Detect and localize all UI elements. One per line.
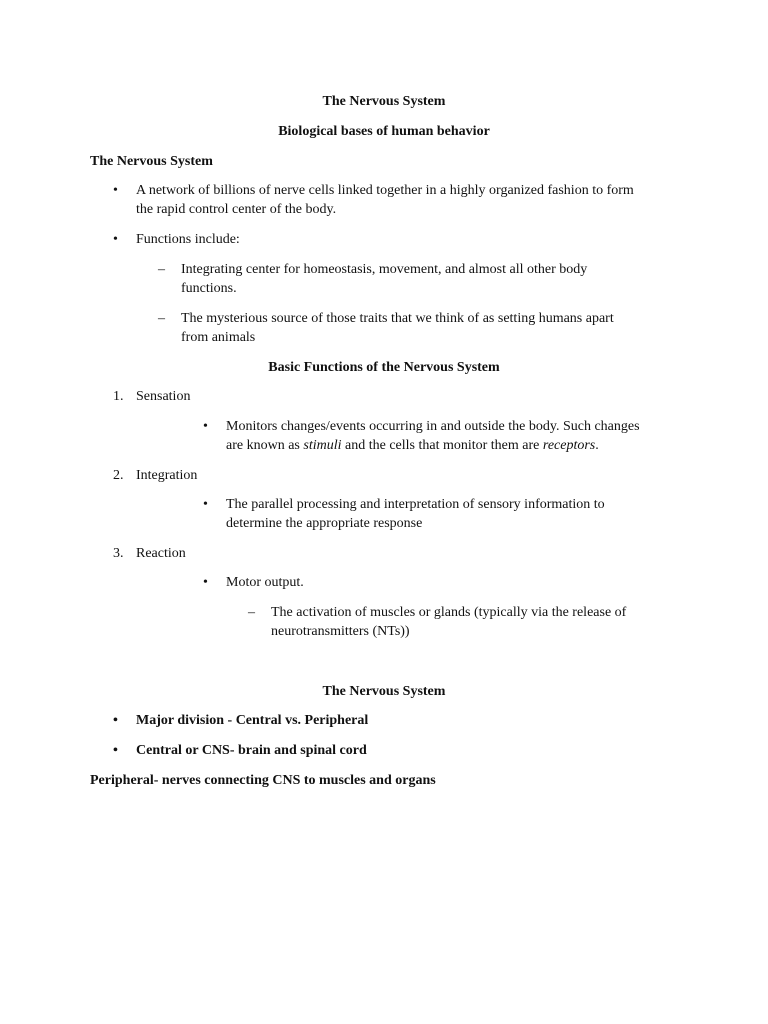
- bullet-text-line: the rapid control center of the body.: [136, 202, 337, 217]
- bullet-icon: •: [113, 713, 118, 728]
- section-heading-nervous-system: The Nervous System: [90, 154, 213, 169]
- detail-text-line: determine the appropriate response: [226, 516, 423, 531]
- list-item-number: 1.: [113, 389, 124, 404]
- bullet-icon: •: [113, 232, 118, 247]
- bullet-icon: •: [203, 497, 208, 512]
- sub-bullet-text-line: Integrating center for homeostasis, movement, and almost all other body: [181, 262, 588, 277]
- sub-bullet-text-line: from animals: [181, 330, 256, 345]
- section-heading-nervous-system-2: The Nervous System: [322, 684, 446, 699]
- dash-icon: –: [158, 262, 165, 277]
- dash-icon: –: [248, 605, 255, 620]
- page-title: The Nervous System: [322, 94, 446, 109]
- sub-detail-text-line: neurotransmitters (NTs)): [271, 624, 410, 639]
- list-item-label: Integration: [136, 468, 198, 483]
- receptors-term: receptors: [542, 438, 596, 453]
- list-item-number: 3.: [113, 546, 124, 561]
- bullet-text-line: Central or CNS- brain and spinal cord: [136, 743, 367, 758]
- detail-text-line: Monitors changes/events occurring in and outside the body. Such changes: [226, 419, 640, 434]
- detail-text-line: Motor output.: [226, 575, 304, 590]
- list-item-label: Sensation: [136, 389, 191, 404]
- sub-bullet-text-line: functions.: [181, 281, 237, 296]
- detail-text-line: are known as stimuli and the cells that monitor them are receptors.: [226, 438, 599, 453]
- section-heading-basic-functions: Basic Functions of the Nervous System: [268, 360, 500, 375]
- bullet-text-line: Major division - Central vs. Peripheral: [136, 713, 369, 728]
- dash-icon: –: [158, 311, 165, 326]
- list-item-label: Reaction: [136, 546, 186, 561]
- footer-line: Peripheral- nerves connecting CNS to muscles and organs: [90, 773, 436, 788]
- stimuli-term: stimuli: [303, 438, 342, 453]
- list-item-number: 2.: [113, 468, 124, 483]
- sub-bullet-text-line: The mysterious source of those traits that we think of as setting humans apart: [181, 311, 614, 326]
- bullet-icon: •: [113, 743, 118, 758]
- sub-detail-text-line: The activation of muscles or glands (typically via the release of: [271, 605, 627, 620]
- bullet-icon: •: [203, 419, 208, 434]
- page-subtitle: Biological bases of human behavior: [278, 124, 490, 139]
- detail-text-line: The parallel processing and interpretation of sensory information to: [226, 497, 605, 512]
- bullet-icon: •: [203, 575, 208, 590]
- bullet-text-line: A network of billions of nerve cells linked together in a highly organized fashion to form: [136, 183, 634, 198]
- bullet-text-line: Functions include:: [136, 232, 240, 247]
- bullet-icon: •: [113, 183, 118, 198]
